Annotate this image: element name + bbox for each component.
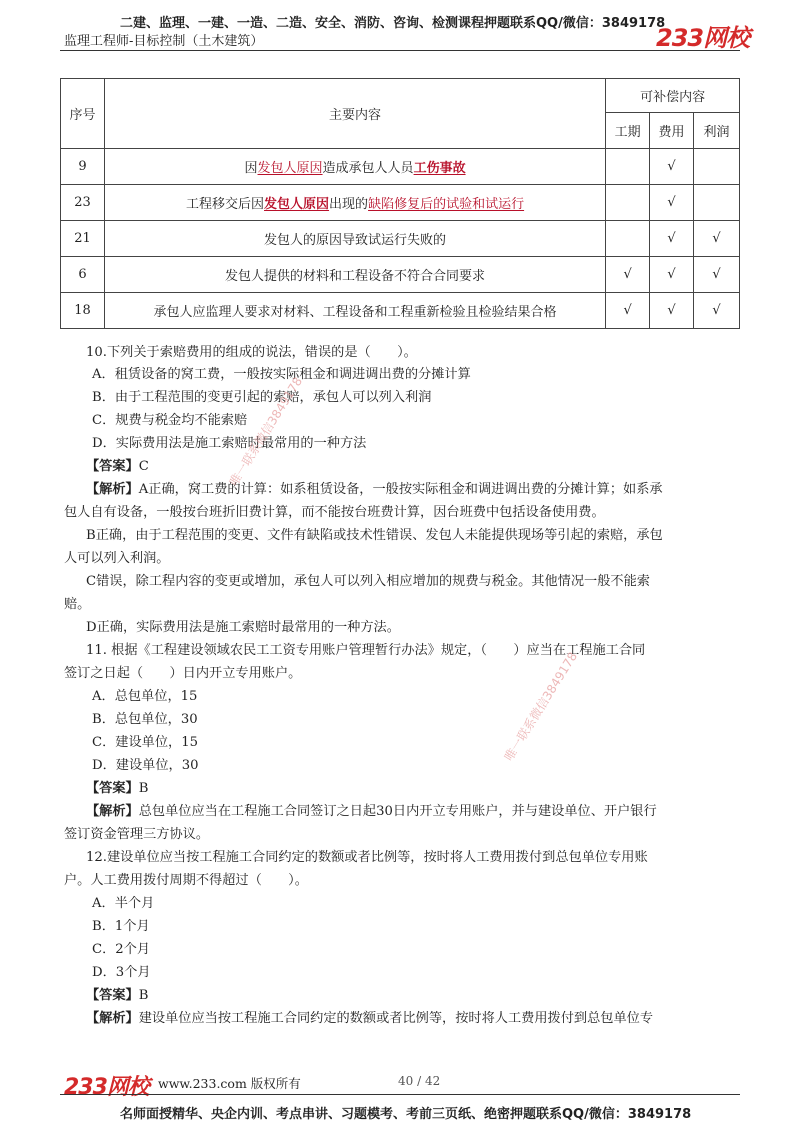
table-row [61, 221, 740, 257]
q10-option-c: C．规费与税金均不能索赔 [92, 413, 248, 428]
check-profit: √ [694, 221, 740, 257]
row-content: 发包人提供的材料和工程设备不符合合同要求 [104, 257, 605, 293]
check-period [606, 149, 650, 185]
document-subtitle: 监理工程师-目标控制（土木建筑） [64, 34, 264, 49]
row-number: 23 [61, 185, 105, 221]
header-period: 工期 [606, 113, 650, 149]
q12-option-a: A．半个月 [92, 896, 155, 911]
q10-analysis-c: C错误，除工程内容的变更或增加，承包人可以列入相应增加的规费与税金。其他情况一般不能索 [86, 574, 650, 589]
compensation-table [60, 78, 740, 329]
footer-site: www.233.com 版权所有 [158, 1076, 301, 1091]
q10-analysis: 【解析】A正确，窝工费的计算：如系租赁设备，一般按实际租金和调进调出费的分摊计算；如系承 [86, 482, 663, 497]
table-header-row [61, 79, 740, 113]
question-12-stem-cont: 户。人工费用拨付周期不得超过（ ）。 [64, 873, 308, 888]
highlight-text: 发包人原因 [264, 197, 330, 212]
row-content: 工程移交后因发包人原因出现的缺陷修复后的试验和试运行 [104, 185, 605, 221]
question-10-stem: 10.下列关于索赔费用的组成的说法，错误的是（ ）。 [86, 345, 417, 360]
header-divider [60, 50, 740, 51]
footer-promo: 名师面授精华、央企内训、考点串讲、习题模考、考前三页纸、绝密押题联系QQ/微信：3849178 [120, 1107, 692, 1122]
q12-option-b: B．1个月 [92, 919, 150, 934]
table-row [61, 185, 740, 221]
q10-option-b: B．由于工程范围的变更引起的索赔，承包人可以列入利润 [92, 390, 432, 405]
row-number: 6 [61, 257, 105, 293]
q11-option-d: D．建设单位，30 [92, 758, 199, 773]
row-number: 21 [61, 221, 105, 257]
highlight-text: 缺陷修复后的试验和试运行 [368, 197, 525, 212]
row-content: 因发包人原因造成承包人人员工伤事故 [104, 149, 605, 185]
q11-answer: 【答案】B [86, 781, 149, 796]
footer-divider [60, 1094, 740, 1095]
q11-option-b: B．总包单位，30 [92, 712, 198, 727]
header-seq: 序号 [61, 79, 105, 149]
q10-analysis-b: B正确，由于工程范围的变更、文件有缺陷或技术性错误、发包人未能提供现场等引起的索赔，承包 [86, 528, 663, 543]
q10-analysis-d: D正确，实际费用法是施工索赔时最常用的一种方法。 [86, 620, 400, 635]
q11-analysis: 【解析】总包单位应当在工程施工合同签订之日起30日内开立专用账户，并与建设单位、开户银行 [86, 804, 657, 819]
q10-option-d: D．实际费用法是施工索赔时最常用的一种方法 [92, 436, 367, 451]
header-cost: 费用 [650, 113, 694, 149]
question-11-stem-cont: 签订之日起（ ）日内开立专用账户。 [64, 666, 302, 681]
q11-option-c: C．建设单位，15 [92, 735, 198, 750]
check-cost: √ [650, 221, 694, 257]
q11-analysis-cont: 签订资金管理三方协议。 [64, 827, 210, 842]
check-cost: √ [650, 293, 694, 329]
check-cost: √ [650, 185, 694, 221]
check-period: √ [606, 293, 650, 329]
highlight-text: 发包人原因 [257, 161, 323, 176]
check-profit: √ [694, 257, 740, 293]
header-content: 主要内容 [104, 79, 605, 149]
table-row [61, 149, 740, 185]
check-profit [694, 185, 740, 221]
q12-answer: 【答案】B [86, 988, 149, 1003]
watermark: 唯一联系微信3849178 [501, 649, 581, 764]
table-row [61, 293, 740, 329]
highlight-text: 工伤事故 [413, 161, 466, 176]
header-promo: 二建、监理、一建、一造、二造、安全、消防、咨询、检测课程押题联系QQ/微信：3849178 [120, 16, 666, 31]
header-compensable: 可补偿内容 [606, 79, 740, 113]
brand-logo: 233网校 [656, 24, 750, 52]
q12-analysis: 【解析】建设单位应当按工程施工合同约定的数额或者比例等，按时将人工费用拨付到总包单位专 [86, 1011, 654, 1026]
question-11-stem: 11. 根据《工程建设领域农民工工资专用账户管理暂行办法》规定，（ ）应当在工程施工合同 [86, 643, 646, 658]
header-profit: 利润 [694, 113, 740, 149]
row-content: 发包人的原因导致试运行失败的 [104, 221, 605, 257]
check-period [606, 185, 650, 221]
row-number: 18 [61, 293, 105, 329]
q10-analysis-c-cont: 赔。 [64, 597, 91, 612]
row-number: 9 [61, 149, 105, 185]
q12-option-c: C．2个月 [92, 942, 151, 957]
q10-analysis-cont: 包人自有设备，一般按台班折旧费计算，而不能按台班费计算，因台班费中包括设备使用费。 [64, 505, 605, 520]
question-12-stem: 12.建设单位应当按工程施工合同约定的数额或者比例等，按时将人工费用拨付到总包单位专用账 [86, 850, 648, 865]
row-content: 承包人应监理人要求对材料、工程设备和工程重新检验且检验结果合格 [104, 293, 605, 329]
watermark: 唯一联系微信3849178 [226, 374, 306, 489]
q12-option-d: D．3个月 [92, 965, 151, 980]
check-cost: √ [650, 257, 694, 293]
q11-option-a: A．总包单位，15 [92, 689, 198, 704]
check-period [606, 221, 650, 257]
check-period: √ [606, 257, 650, 293]
q10-option-a: A．租赁设备的窝工费，一般按实际租金和调进调出费的分摊计算 [92, 367, 471, 382]
q10-answer: 【答案】C [86, 459, 149, 474]
table-row [61, 257, 740, 293]
footer-logo: 233网校 [64, 1075, 149, 1100]
q10-analysis-b-cont: 人可以列入利润。 [64, 551, 170, 566]
check-cost: √ [650, 149, 694, 185]
check-profit [694, 149, 740, 185]
page-number: 40 / 42 [398, 1074, 441, 1088]
check-profit: √ [694, 293, 740, 329]
